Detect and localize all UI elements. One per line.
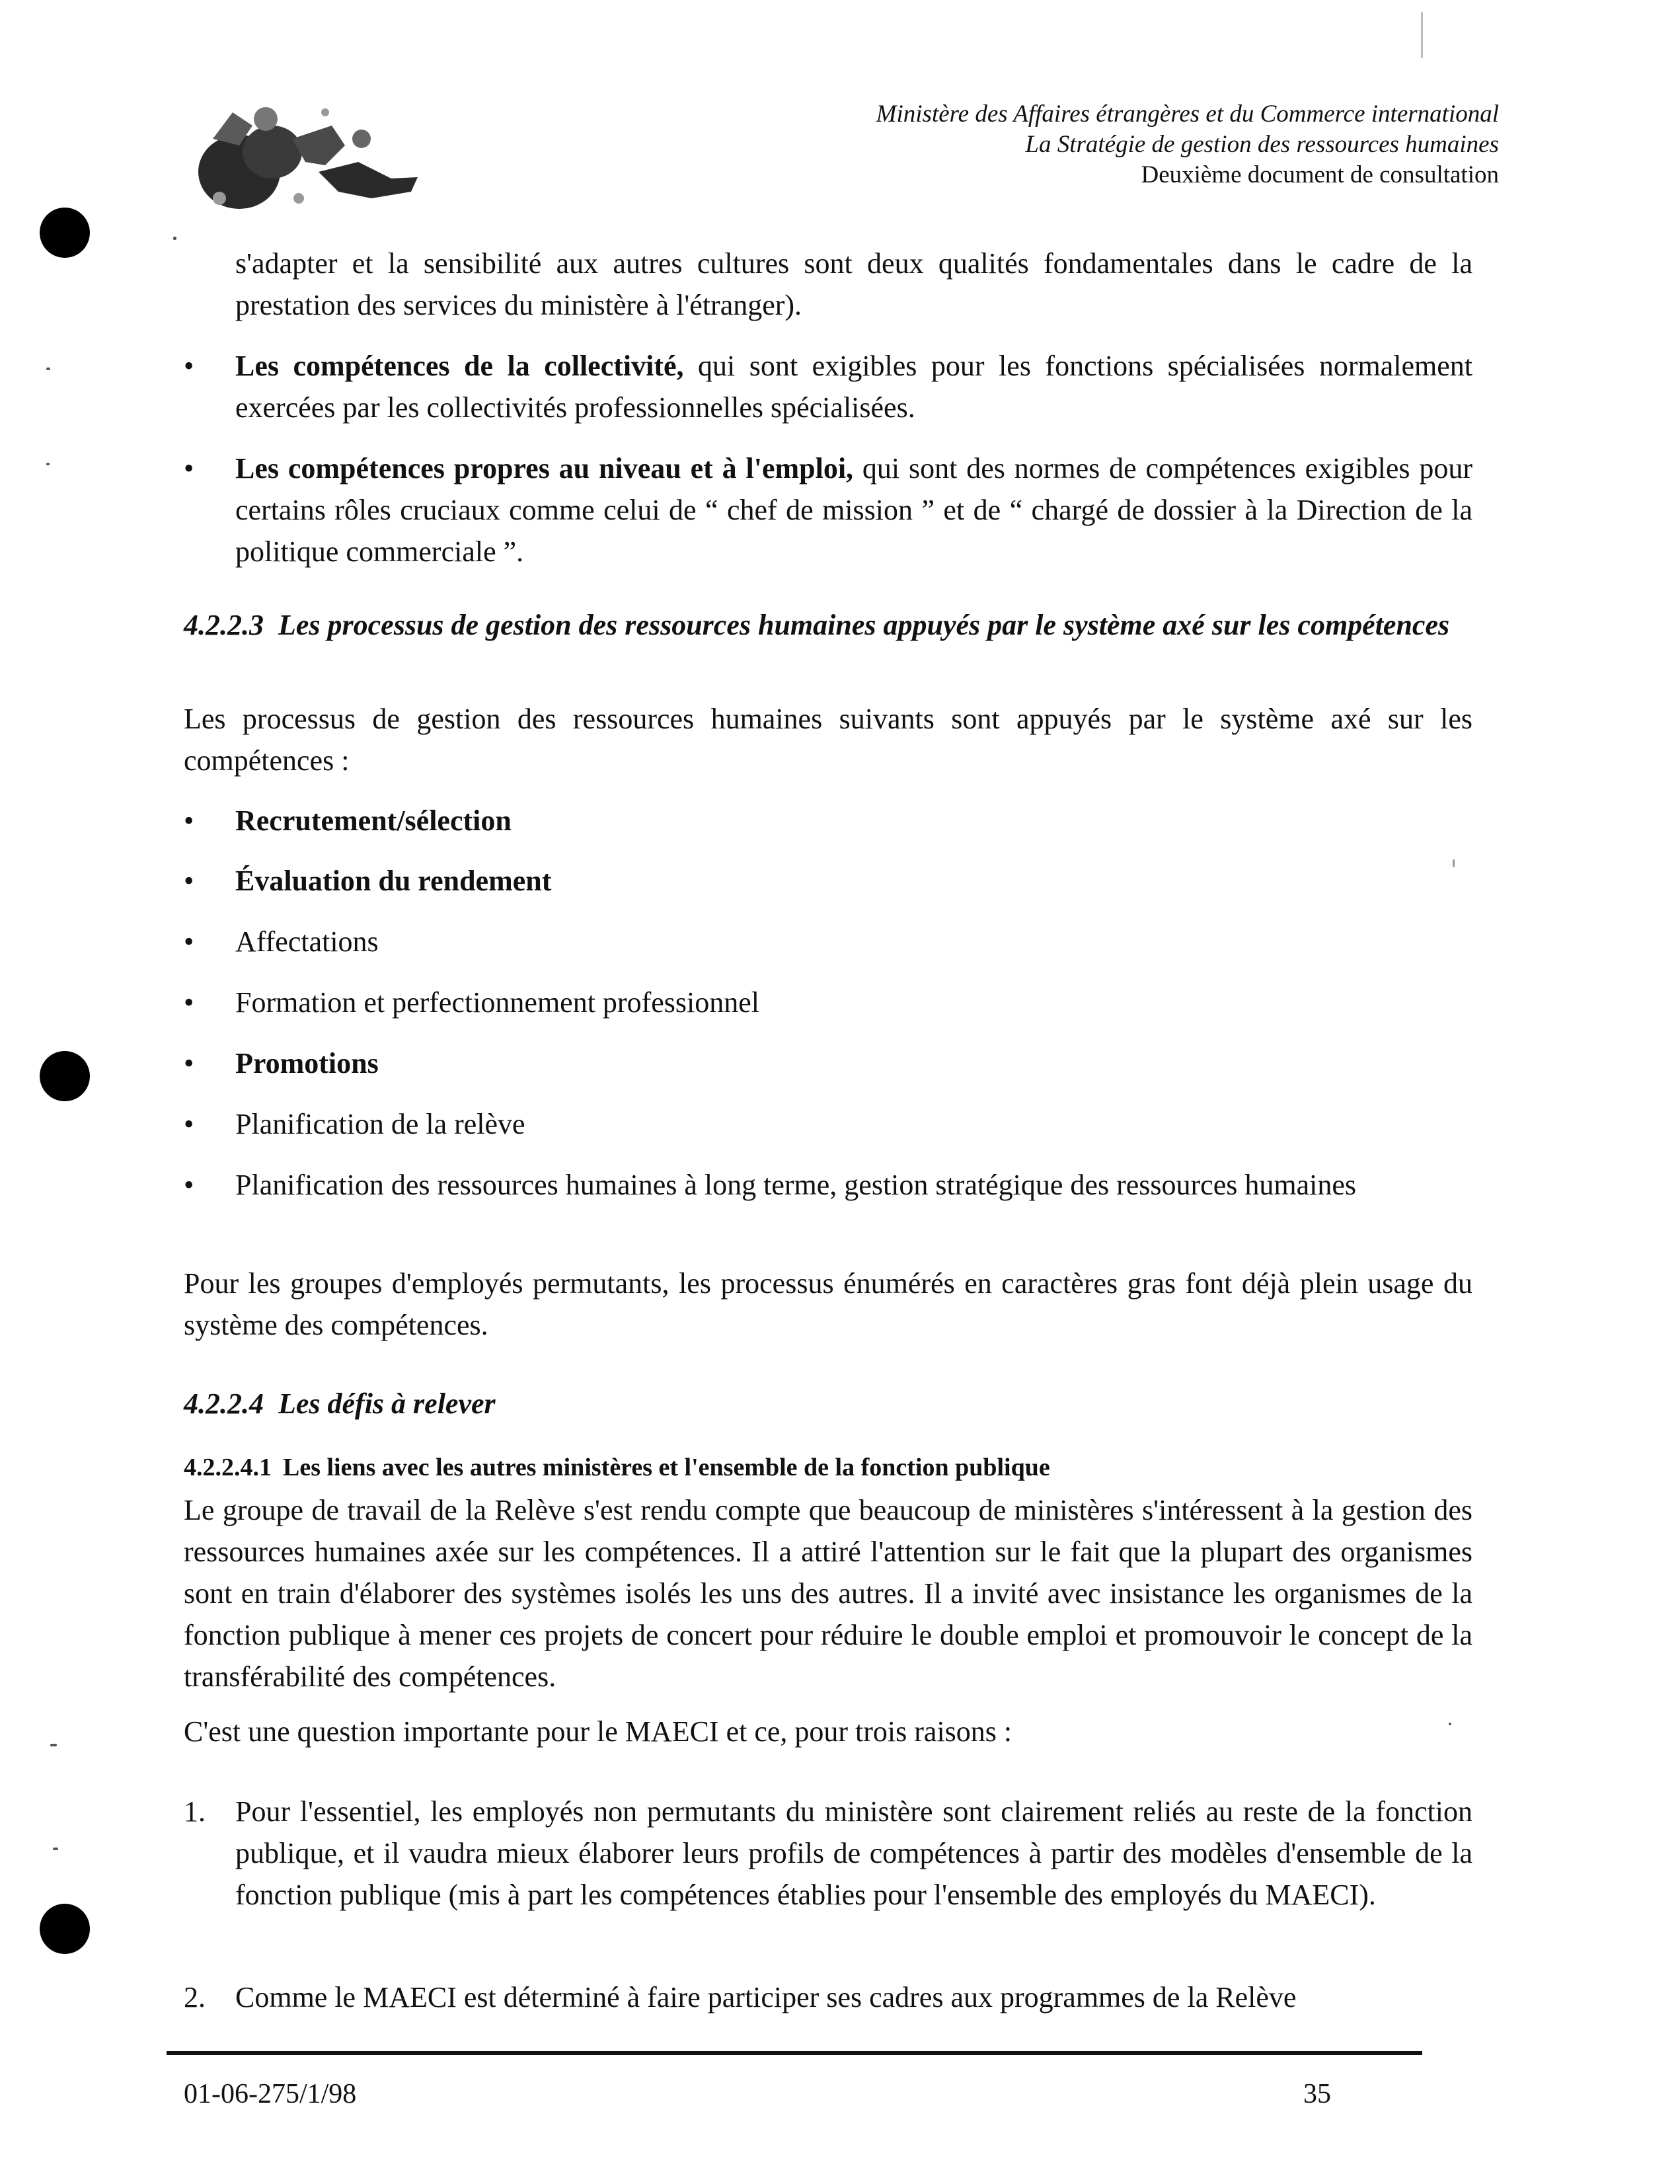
bullet-icon: • bbox=[184, 1169, 194, 1201]
list-item bbox=[184, 345, 1472, 428]
section-heading-4223 bbox=[184, 605, 1472, 645]
list-item bbox=[184, 982, 1472, 1023]
page-header bbox=[876, 99, 1499, 190]
closing-paragraph bbox=[184, 1263, 1472, 1346]
section-heading-4224 bbox=[184, 1384, 1472, 1424]
subsection-number: 4.2.2.4.1 bbox=[184, 1454, 272, 1481]
paragraph-text: Le groupe de travail de la Relève s'est rendu compte que beaucoup de ministères s'intéressent à la gestion des ressources humaines axée sur les compétences. Il a attiré l'attention sur le fait que la plupart des organismes sont en train d'élaborer des systèmes isolés les uns des autres. Il a invité avec insistance les organismes de la fonction publique à mener ces projets de concert pour réduire le double emploi et promouvoir le concept de la transférabilité des compétences. bbox=[184, 1494, 1472, 1693]
header-document-label: Deuxième document de consultation bbox=[1141, 161, 1499, 188]
paragraph-text: Pour les groupes d'employés permutants, les processus énumérés en caractères gras font déjà plein usage du système des compétences. bbox=[184, 1267, 1472, 1341]
process-item-label: Promotions bbox=[235, 1047, 379, 1079]
page-number: 35 bbox=[1303, 2079, 1331, 2109]
bullet-bold-lead: Les compétences de la collectivité, bbox=[235, 350, 684, 382]
continued-paragraph bbox=[235, 243, 1472, 326]
list-number: 1. bbox=[184, 1795, 206, 1828]
list-item bbox=[184, 1103, 1472, 1145]
bullet-icon: • bbox=[184, 865, 194, 897]
header-strategy-title: La Stratégie de gestion des ressources humaines bbox=[1025, 131, 1499, 158]
scan-speck bbox=[173, 237, 176, 240]
bullet-bold-lead: Les compétences propres au niveau et à l'emploi, bbox=[235, 452, 854, 485]
list-item bbox=[184, 1042, 1472, 1084]
process-item-label: Formation et perfectionnement professionnel bbox=[235, 986, 759, 1019]
bullet-icon: • bbox=[184, 804, 194, 837]
process-item-label: Évaluation du rendement bbox=[235, 865, 552, 897]
scan-speck bbox=[53, 1848, 58, 1850]
ministry-logo-emblem bbox=[193, 99, 441, 215]
paragraph bbox=[184, 1489, 1472, 1697]
subsection-heading-42241 bbox=[184, 1450, 1472, 1485]
paragraph-text: C'est une question importante pour le MAECI et ce, pour trois raisons : bbox=[184, 1715, 1012, 1748]
list-item bbox=[184, 860, 1472, 902]
process-item-label: Planification des ressources humaines à long terme, gestion stratégique des ressources humaines bbox=[235, 1169, 1356, 1201]
process-item-label: Planification de la relève bbox=[235, 1108, 525, 1140]
punch-hole bbox=[40, 208, 90, 258]
bullet-icon: • bbox=[184, 350, 194, 382]
header-ministry-name: Ministère des Affaires étrangères et du Commerce international bbox=[876, 100, 1499, 128]
bullet-icon: • bbox=[184, 1047, 194, 1079]
subsection-title: Les liens avec les autres ministères et l'ensemble de la fonction publique bbox=[283, 1454, 1050, 1481]
paragraph-text: s'adapter et la sensibilité aux autres cultures sont deux qualités fondamentales dans le cadre de la prestation des services du ministère à l'étranger). bbox=[235, 247, 1472, 321]
scan-speck bbox=[46, 463, 50, 465]
numbered-list-item bbox=[184, 1976, 1472, 2018]
list-item bbox=[184, 1164, 1472, 1206]
scan-speck bbox=[1421, 12, 1423, 58]
list-item-text: Comme le MAECI est déterminé à faire participer ses cadres aux programmes de la Relève bbox=[235, 1981, 1297, 2013]
paragraph-text: Les processus de gestion des ressources humaines suivants sont appuyés par le système axé sur les compétences : bbox=[184, 703, 1472, 777]
section-number: 4.2.2.4 bbox=[184, 1387, 264, 1420]
process-item-label: Affectations bbox=[235, 925, 379, 958]
bullet-icon: • bbox=[184, 925, 194, 958]
scan-speck bbox=[46, 368, 50, 370]
list-number: 2. bbox=[184, 1981, 206, 2013]
numbered-list-item bbox=[184, 1791, 1472, 1916]
bullet-icon: • bbox=[184, 986, 194, 1019]
scan-speck bbox=[50, 1744, 57, 1746]
punch-hole bbox=[40, 1051, 90, 1101]
punch-hole bbox=[40, 1904, 90, 1954]
section-number: 4.2.2.3 bbox=[184, 609, 264, 641]
bullet-text: qui sont des normes de compétences exigibles pour certains rôles cruciaux comme celui de “ chef de mission ” et de “ chargé de dossier à la Direction de la politique commerciale ”. bbox=[235, 452, 1472, 568]
list-item bbox=[184, 921, 1472, 962]
footer-rule bbox=[167, 2051, 1422, 2055]
process-item-label: Recrutement/sélection bbox=[235, 804, 512, 837]
section-title: Les défis à relever bbox=[278, 1387, 496, 1420]
list-item-text: Pour l'essentiel, les employés non permutants du ministère sont clairement reliés au reste de la fonction publique, et il vaudra mieux élaborer leurs profils de compétences à partir des modèles d'ensemble de la fonction publique (mis à part les compétences établies pour l'ensemble des employés du MAECI). bbox=[235, 1795, 1472, 1911]
list-item bbox=[184, 800, 1472, 841]
bullet-text: qui sont exigibles pour les fonctions spécialisées normalement exercées par les collectivités professionnelles spécialisées. bbox=[235, 350, 1472, 424]
bullet-icon: • bbox=[184, 1108, 194, 1140]
section-title: Les processus de gestion des ressources humaines appuyés par le système axé sur les compétences bbox=[278, 609, 1450, 641]
paragraph bbox=[184, 1711, 1472, 1752]
list-item bbox=[184, 448, 1472, 572]
section-intro-paragraph bbox=[184, 698, 1472, 781]
bullet-icon: • bbox=[184, 452, 194, 485]
footer-document-number: 01-06-275/1/98 bbox=[184, 2079, 357, 2109]
